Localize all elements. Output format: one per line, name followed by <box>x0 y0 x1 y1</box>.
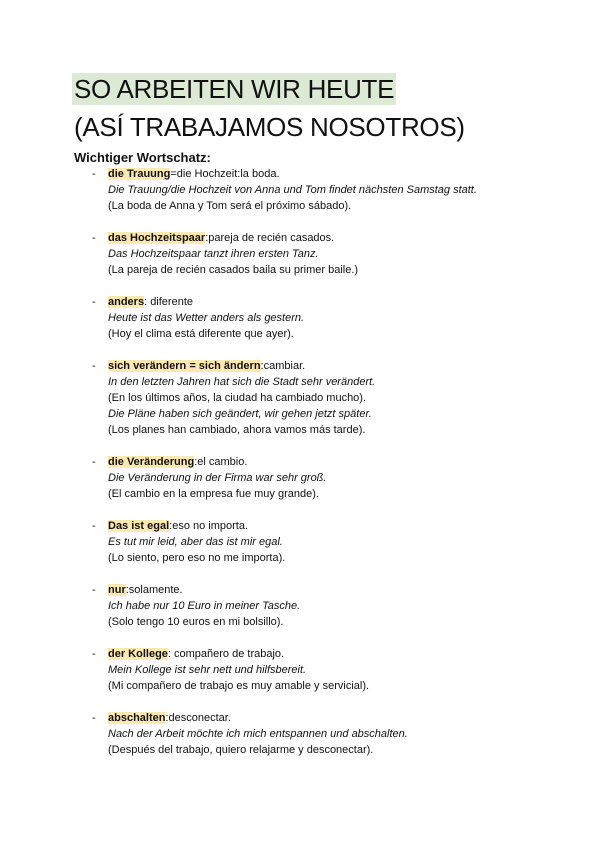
entry-lines <box>108 358 375 438</box>
vocab-term: anders <box>108 296 145 308</box>
example-translation-es: (Después del trabajo, quiero relajarme y desconectar). <box>108 744 374 756</box>
vocab-definition: :cambiar. <box>260 360 306 372</box>
vocab-term: der Kollege <box>108 648 168 660</box>
entry-headline <box>108 454 326 470</box>
vocab-definition: : diferente <box>144 296 193 308</box>
entry-headline <box>108 582 300 598</box>
bullet-marker: - <box>92 584 96 596</box>
example-sentence-de: Das Hochzeitspaar tanzt ihren ersten Tanz. <box>108 248 319 260</box>
bullet-marker: - <box>92 520 96 532</box>
vocab-definition: : compañero de trabajo. <box>167 648 285 660</box>
vocab-definition: =die Hochzeit:la boda. <box>170 168 280 180</box>
page-subtitle: (ASÍ TRABAJAMOS NOSOTROS) <box>74 112 465 142</box>
vocab-term: das Hochzeitspaar <box>108 232 206 244</box>
example-sentence-de: Die Trauung/die Hochzeit von Anna und Tom findet nächsten Samstag statt. <box>108 184 477 196</box>
entry-lines <box>108 294 304 342</box>
entry-lines <box>108 166 477 214</box>
example-translation-es: (Mi compañero de trabajo es muy amable y servicial). <box>108 680 370 692</box>
vocabulary-heading: Wichtiger Wortschatz: <box>74 150 211 165</box>
bullet-marker: - <box>92 168 96 180</box>
vocab-definition: :pareja de recién casados. <box>205 232 335 244</box>
example-translation-es: (En los últimos años, la ciudad ha cambiado mucho). <box>108 392 367 404</box>
entry-lines <box>108 646 369 694</box>
entry-headline <box>108 646 369 662</box>
vocab-term: nur <box>108 584 126 596</box>
vocab-definition: :el cambio. <box>194 456 248 468</box>
example-sentence-de: Mein Kollege ist sehr nett und hilfsbereit. <box>108 664 307 676</box>
example-sentence-de: Die Veränderung in der Firma war sehr groß. <box>108 472 327 484</box>
bullet-marker: - <box>92 712 96 724</box>
vocab-definition: :solamente. <box>125 584 183 596</box>
bullet-marker: - <box>92 232 96 244</box>
entry-lines <box>108 710 408 758</box>
example-translation-es: (Lo siento, pero eso no me importa). <box>108 552 286 564</box>
example-translation-es: (Hoy el clima está diferente que ayer). <box>108 328 294 340</box>
example-translation-es: (La pareja de recién casados baila su primer baile.) <box>108 264 359 276</box>
vocab-definition: :desconectar. <box>165 712 231 724</box>
vocab-term: die Veränderung <box>108 456 195 468</box>
example-translation-es: (La boda de Anna y Tom será el próximo sábado). <box>108 200 352 212</box>
entry-headline <box>108 710 408 726</box>
bullet-marker: - <box>92 456 96 468</box>
example-sentence-de: Heute ist das Wetter anders als gestern. <box>108 312 305 324</box>
vocab-term: die Trauung <box>108 168 171 180</box>
vocab-term: Das ist egal <box>108 520 170 532</box>
example-sentence-de: In den letzten Jahren hat sich die Stadt sehr verändert. <box>108 376 376 388</box>
entry-lines <box>108 454 326 502</box>
example-sentence-de: Ich habe nur 10 Euro in meiner Tasche. <box>108 600 301 612</box>
entry-headline <box>108 166 477 182</box>
vocab-term: abschalten <box>108 712 166 724</box>
entry-lines <box>108 518 285 566</box>
entry-headline <box>108 358 375 374</box>
bullet-marker: - <box>92 296 96 308</box>
bullet-marker: - <box>92 360 96 372</box>
entry-lines <box>108 230 358 278</box>
entry-headline <box>108 230 358 246</box>
example-sentence-de: Es tut mir leid, aber das ist mir egal. <box>108 536 283 548</box>
example-translation-es: (El cambio en la empresa fue muy grande). <box>108 488 319 500</box>
bullet-marker: - <box>92 648 96 660</box>
entry-headline <box>108 294 304 310</box>
page-title: SO ARBEITEN WIR HEUTE <box>74 74 395 104</box>
example-translation-es: (Solo tengo 10 euros en mi bolsillo). <box>108 616 284 628</box>
example-sentence-de: Die Pläne haben sich geändert, wir gehen jetzt später. <box>108 408 372 420</box>
example-translation-es: (Los planes han cambiado, ahora vamos más tarde). <box>108 424 366 436</box>
example-sentence-de: Nach der Arbeit möchte ich mich entspannen und abschalten. <box>108 728 408 740</box>
entry-lines <box>108 582 300 630</box>
vocab-definition: :eso no importa. <box>169 520 249 532</box>
entry-headline <box>108 518 285 534</box>
vocab-term: sich verändern = sich ändern <box>108 360 261 372</box>
